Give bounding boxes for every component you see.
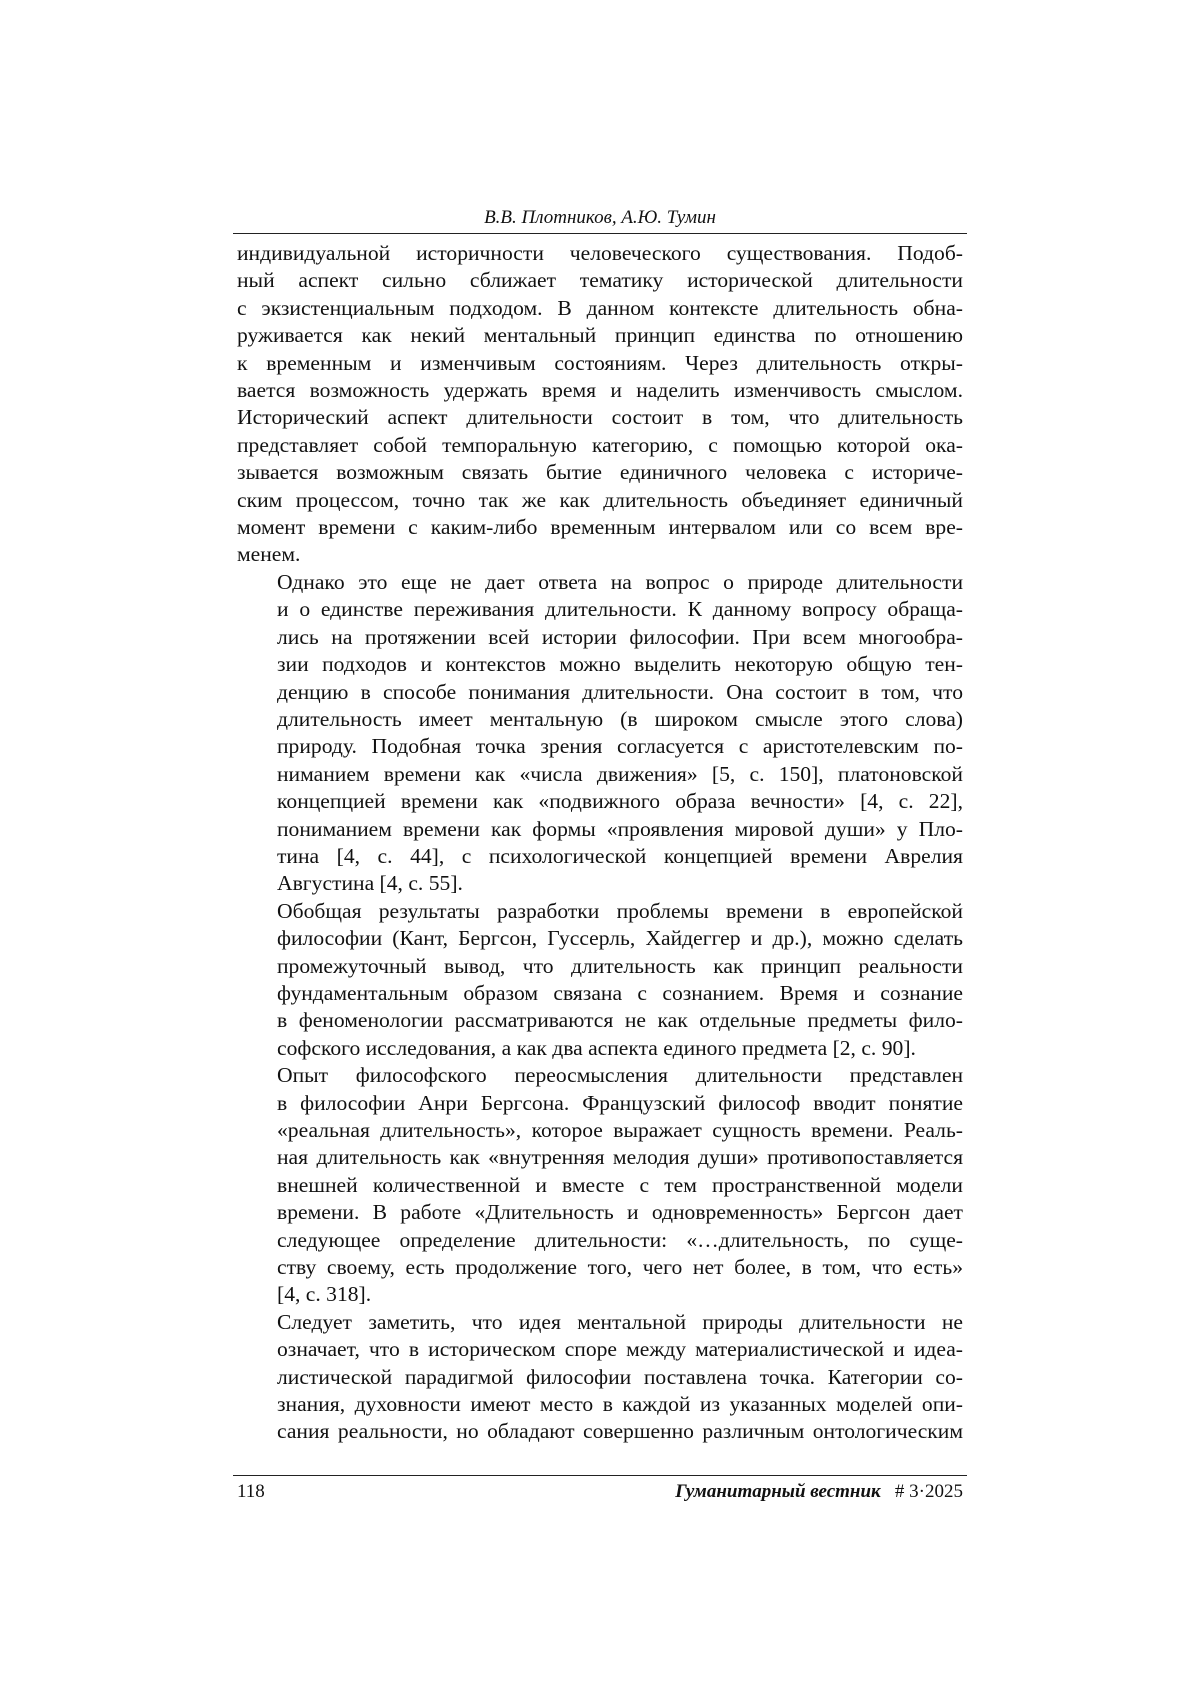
journal-info (675, 1479, 963, 1505)
text-line: менем. (237, 542, 301, 567)
text-line: философии (Кант, Бергсон, Гуссерль, Хайдеггер и др.), можно сделать (277, 926, 963, 951)
text-line: листической парадигмой философии поставлена точка. Категории со- (277, 1364, 963, 1389)
text-line: «реальная длительность», которое выражает сущность времени. Реаль- (277, 1118, 963, 1142)
text-line: момент времени с каким-либо временным интервалом или со всем вре- (237, 515, 963, 540)
text-line: Исторический аспект длительности состоит в том, что длительность (237, 405, 963, 430)
text-line: лись на протяжении всей истории философии. При всем многообра- (277, 624, 963, 649)
text-line: знания, духовности имеют место в каждой из указанных моделей опи- (277, 1392, 963, 1417)
text-line: индивидуальной историчности человеческого существования. Подоб- (237, 241, 963, 265)
footer-rule (233, 1475, 967, 1476)
text-line: ная длительность как «внутренняя мелодия души» противопоставляется (277, 1145, 963, 1170)
text-line: промежуточный вывод, что длительность как принцип реальности (277, 953, 963, 978)
paragraph (237, 898, 963, 1062)
text-line: вается возможность удержать время и наделить изменчивость смыслом. (237, 378, 963, 403)
text-line: Августина [4, с. 55]. (277, 871, 463, 896)
text-line: ный аспект сильно сближает тематику исторической длительности (237, 268, 963, 293)
paragraph (237, 569, 963, 898)
paragraph (237, 240, 963, 569)
text-line: зывается возможным связать бытие единичного человека с историче- (237, 460, 963, 485)
text-line: длительность имеет ментальную (в широком смысле этого слова) (277, 706, 963, 731)
page-number: 118 (237, 1481, 265, 1502)
text-line: концепцией времени как «подвижного образа вечности» [4, с. 22], (277, 789, 963, 814)
paragraph (237, 1309, 963, 1446)
text-line: и о единстве переживания длительности. К данному вопросу обраща- (277, 597, 963, 622)
text-line: с экзистенциальным подходом. В данном контексте длительность обна- (237, 295, 963, 320)
text-line: следующее определение длительности: «…длительность, по суще- (277, 1227, 963, 1252)
text-line: руживается как некий ментальный принцип единства по отношению (237, 323, 963, 348)
issue-number: # 3·2025 (894, 1481, 963, 1502)
text-line: в феноменологии рассматриваются не как отдельные предметы фило- (277, 1008, 963, 1033)
text-line: пониманием времени как формы «проявления мировой души» у Пло- (277, 816, 963, 841)
journal-name: Гуманитарный вестник (675, 1481, 881, 1502)
text-line: денцию в способе понимания длительности. Она состоит в том, что (277, 679, 963, 704)
text-line: тина [4, с. 44], с психологической концепцией времени Аврелия (277, 843, 963, 868)
text-line: [4, с. 318]. (277, 1282, 372, 1307)
paragraph (237, 1062, 963, 1309)
text-line: Опыт философского переосмысления длительности представлен (277, 1063, 963, 1088)
text-line: времени. В работе «Длительность и одновременность» Бергсон дает (277, 1200, 963, 1225)
header-rule (233, 233, 967, 234)
text-line: сания реальности, но обладают совершенно различным онтологическим (277, 1419, 963, 1444)
text-line: Обобщая результаты разработки проблемы времени в европейской (277, 898, 963, 923)
text-line: в философии Анри Бергсона. Французский философ вводит понятие (277, 1090, 963, 1115)
text-line: Следует заметить, что идея ментальной природы длительности не (277, 1309, 963, 1334)
text-line: софского исследования, а как два аспекта единого предмета [2, с. 90]. (277, 1035, 916, 1060)
running-head-authors: В.В. Плотников, А.Ю. Тумин (484, 207, 716, 228)
text-line: внешней количественной и вместе с тем пространственной модели (277, 1172, 963, 1197)
text-line: означает, что в историческом споре между материалистической и идеа- (277, 1337, 963, 1362)
text-line: ству своему, есть продолжение того, чего нет более, в том, что есть» (277, 1255, 963, 1280)
text-line: Однако это еще не дает ответа на вопрос о природе длительности (277, 569, 963, 594)
text-line: зии подходов и контекстов можно выделить некоторую общую тен- (277, 652, 963, 677)
text-line: фундаментальным образом связана с сознанием. Время и сознание (277, 980, 963, 1005)
text-line: природу. Подобная точка зрения согласуется с аристотелевским по- (277, 734, 963, 759)
text-line: ниманием времени как «числа движения» [5, с. 150], платоновской (277, 761, 963, 786)
body-text (237, 240, 963, 1446)
text-line: представляет собой темпоральную категорию, с помощью которой ока- (237, 432, 963, 457)
text-line: к временным и изменчивым состояниям. Через длительность откры- (237, 350, 963, 375)
text-line: ским процессом, точно так же как длительность объединяет единичный (237, 487, 963, 512)
